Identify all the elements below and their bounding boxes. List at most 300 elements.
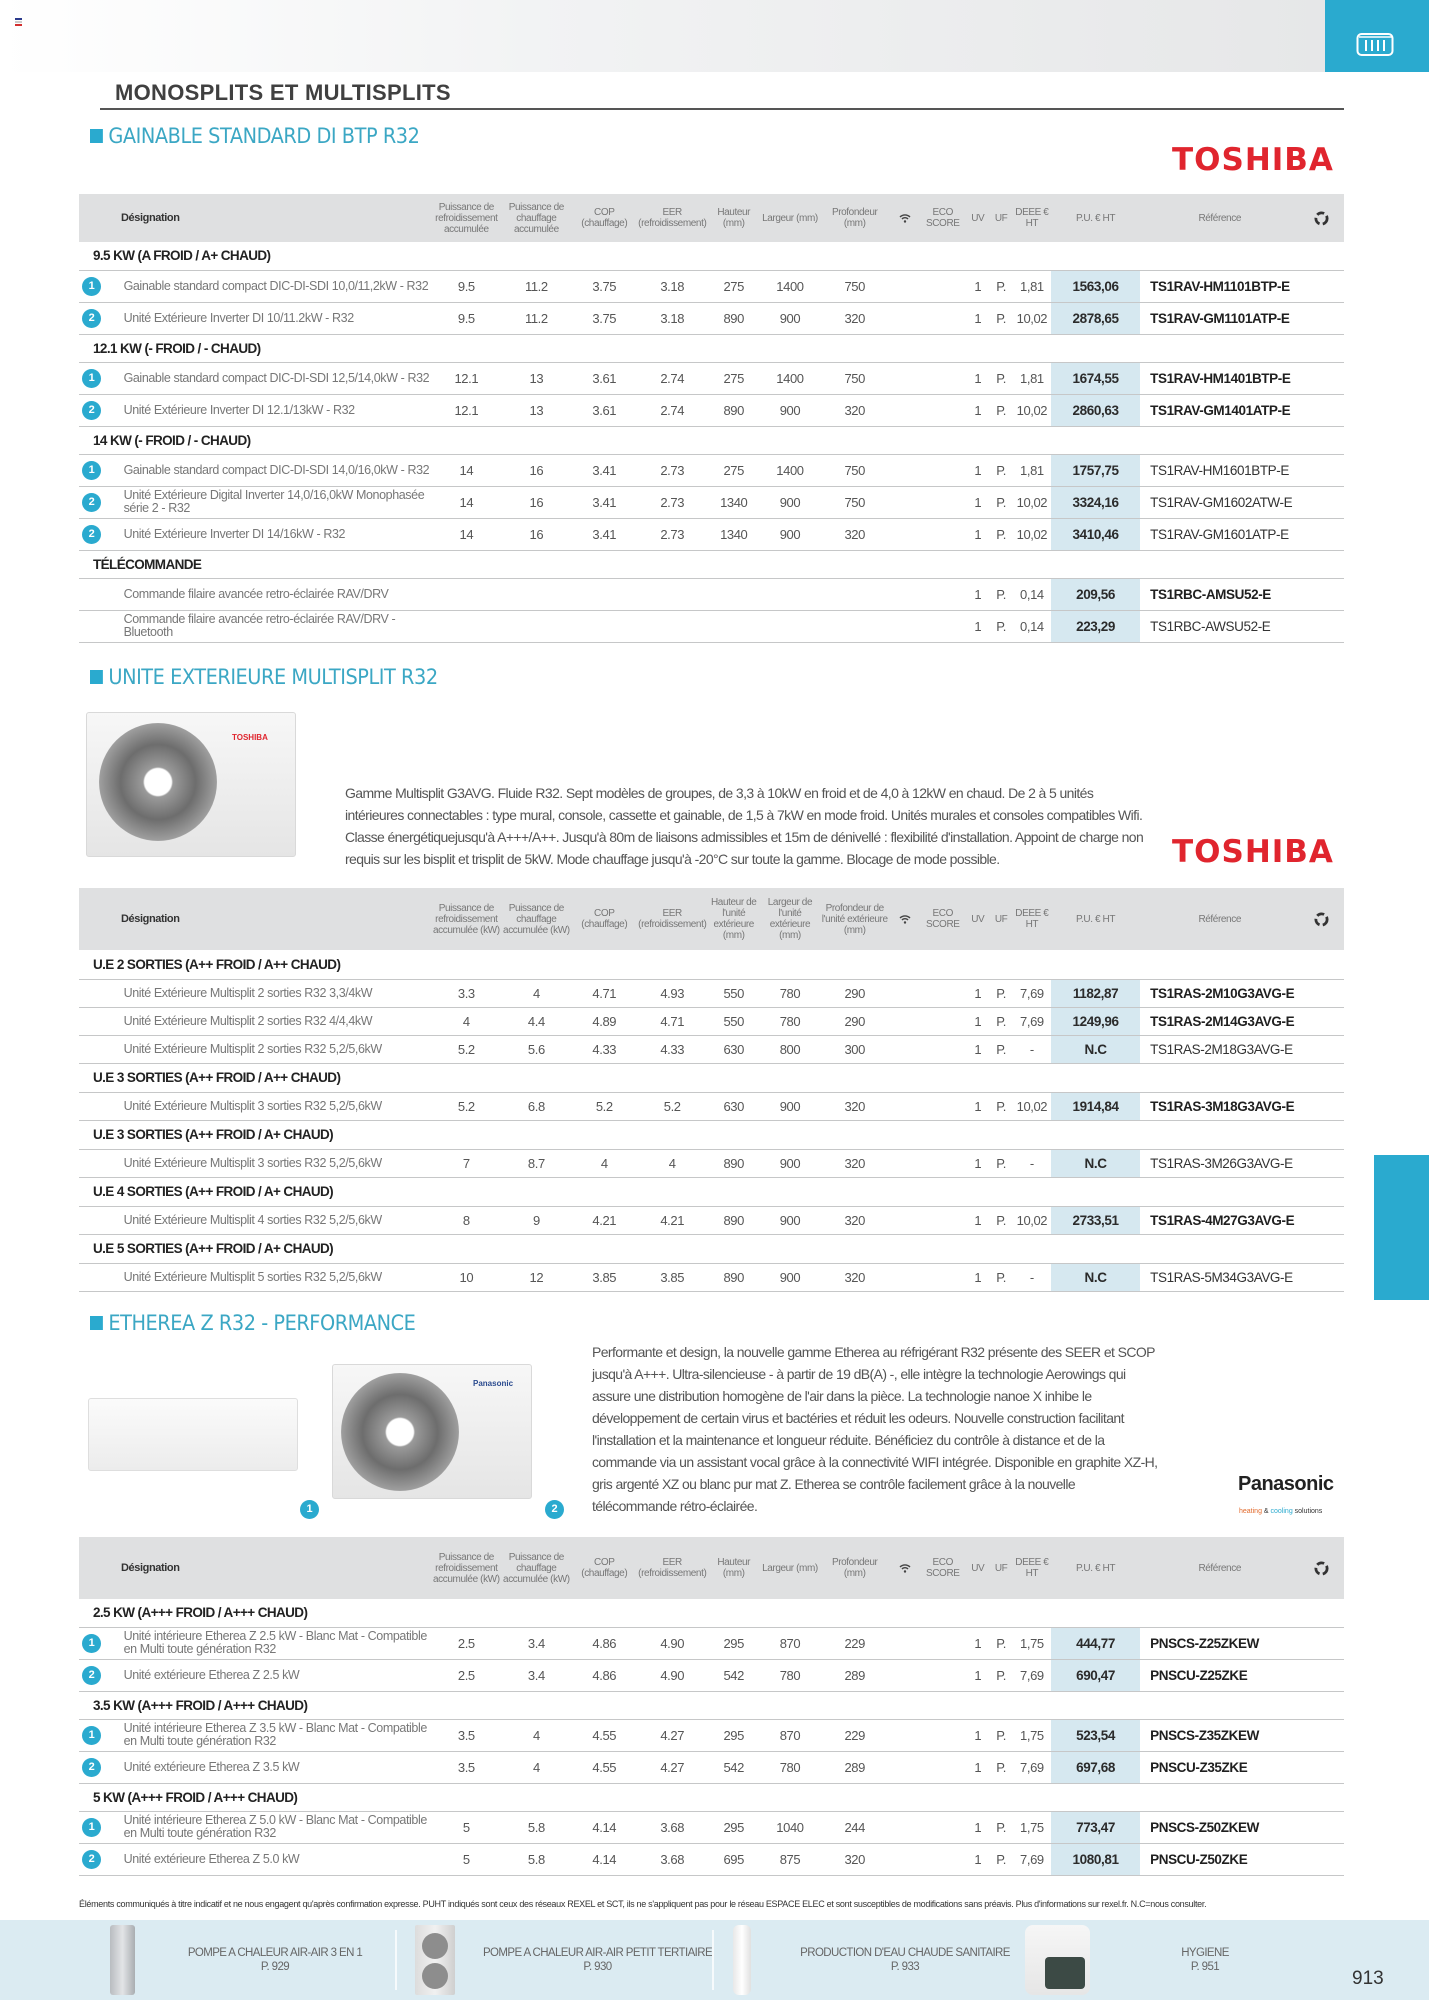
col-recycle bbox=[1299, 888, 1344, 950]
language-flag-icon[interactable] bbox=[15, 18, 22, 26]
col-uv: UV bbox=[966, 1537, 989, 1599]
col-designation: Désignation bbox=[79, 194, 431, 242]
table-row[interactable] bbox=[79, 1206, 1344, 1234]
table-row[interactable] bbox=[79, 1751, 1344, 1783]
col-puissance-froid: Puissance de refroidissement accumulée (kW) bbox=[431, 888, 501, 950]
price-cell: 1563,06 bbox=[1051, 270, 1140, 302]
uv-cell: 1 bbox=[966, 270, 989, 302]
badge-cell bbox=[79, 454, 124, 486]
uv-cell: 1 bbox=[966, 1263, 989, 1291]
uv-cell: 1 bbox=[966, 1092, 989, 1120]
deee-cell: 1,75 bbox=[1013, 1719, 1051, 1751]
unit-brand-label: TOSHIBA bbox=[232, 733, 268, 742]
value-pf: 2.5 bbox=[431, 1627, 501, 1659]
col-reference: Référence bbox=[1140, 194, 1299, 242]
table-row[interactable] bbox=[79, 454, 1344, 486]
value-l: 900 bbox=[760, 1263, 819, 1291]
col-uf: UF bbox=[989, 888, 1012, 950]
value-p: 320 bbox=[820, 518, 890, 550]
value-h: 550 bbox=[707, 1007, 760, 1035]
eco-score-cell bbox=[919, 1007, 966, 1035]
value-cop: 4.14 bbox=[571, 1811, 637, 1843]
value-eer: 4.93 bbox=[637, 979, 707, 1007]
deee-cell: 0,14 bbox=[1013, 578, 1051, 610]
footer-link-2[interactable]: POMPE A CHALEUR AIR-AIR PETIT TERTIAIRE P. 930 bbox=[482, 1947, 713, 1973]
recycle-cell bbox=[1299, 1035, 1344, 1063]
value-p: 229 bbox=[820, 1627, 890, 1659]
price-cell: 690,47 bbox=[1051, 1659, 1140, 1691]
designation-cell: Unité extérieure Etherea Z 5.0 kW bbox=[124, 1843, 432, 1875]
category-tab[interactable] bbox=[1325, 0, 1429, 72]
col-uv: UV bbox=[966, 888, 989, 950]
wifi-cell bbox=[890, 1092, 920, 1120]
section-title-text: ETHEREA Z R32 - PERFORMANCE bbox=[108, 1311, 416, 1335]
wifi-cell bbox=[890, 486, 920, 518]
wifi-cell bbox=[890, 1627, 920, 1659]
badge-cell bbox=[79, 1263, 124, 1291]
wifi-cell bbox=[890, 578, 920, 610]
value-l: 780 bbox=[760, 979, 819, 1007]
value-l: 900 bbox=[760, 518, 819, 550]
designation-cell: Unité extérieure Etherea Z 2.5 kW bbox=[124, 1659, 432, 1691]
value-pf: 5.2 bbox=[431, 1035, 501, 1063]
reference-cell[interactable]: TS1RAS-3M26G3AVG-E bbox=[1140, 1149, 1299, 1177]
value-cop: 3.85 bbox=[571, 1263, 637, 1291]
recycle-cell bbox=[1299, 578, 1344, 610]
reference-cell[interactable]: TS1RAV-GM1401ATP-E bbox=[1140, 394, 1299, 426]
eco-score-cell bbox=[919, 1092, 966, 1120]
col-eco-score: ECO SCORE bbox=[919, 888, 966, 950]
group-label: U.E 3 SORTIES (A++ FROID / A++ CHAUD) bbox=[79, 1063, 1344, 1092]
recycle-icon bbox=[1314, 1561, 1329, 1576]
value-p: 320 bbox=[820, 302, 890, 334]
product-table-etherea bbox=[79, 1537, 1344, 1876]
value-pc: 6.8 bbox=[501, 1092, 571, 1120]
item-number-badge: 2 bbox=[82, 1850, 101, 1869]
reference-cell[interactable]: TS1RAV-HM1401BTP-E bbox=[1140, 362, 1299, 394]
reference-cell[interactable]: TS1RAV-GM1601ATP-E bbox=[1140, 518, 1299, 550]
value-cop: 4.21 bbox=[571, 1206, 637, 1234]
designation-cell: Unité Extérieure Inverter DI 14/16kW - R32 bbox=[124, 518, 432, 550]
section-title-etherea bbox=[90, 1311, 415, 1335]
col-profondeur: Profondeur (mm) bbox=[820, 194, 890, 242]
value-p: 290 bbox=[820, 979, 890, 1007]
uv-cell: 1 bbox=[966, 486, 989, 518]
table-row[interactable] bbox=[79, 518, 1344, 550]
wifi-cell bbox=[890, 610, 920, 642]
value-pf: 2.5 bbox=[431, 1659, 501, 1691]
badge-cell bbox=[79, 1627, 124, 1659]
table-row[interactable] bbox=[79, 979, 1344, 1007]
recycle-cell bbox=[1299, 270, 1344, 302]
reference-cell[interactable]: TS1RAV-HM1101BTP-E bbox=[1140, 270, 1299, 302]
reference-cell[interactable]: PNSCU-Z25ZKE bbox=[1140, 1659, 1299, 1691]
group-label: 3.5 KW (A+++ FROID / A+++ CHAUD) bbox=[79, 1691, 1344, 1719]
value-pc: 5.8 bbox=[501, 1843, 571, 1875]
group-row bbox=[79, 1234, 1344, 1263]
value-p: 300 bbox=[820, 1035, 890, 1063]
col-reference: Référence bbox=[1140, 888, 1299, 950]
col-deee: DEEE € HT bbox=[1013, 1537, 1051, 1599]
col-deee: DEEE € HT bbox=[1013, 194, 1051, 242]
table-row[interactable] bbox=[79, 1811, 1344, 1843]
eco-score-cell bbox=[919, 518, 966, 550]
value-pf: 8 bbox=[431, 1206, 501, 1234]
value-l: 1400 bbox=[760, 270, 819, 302]
wifi-cell bbox=[890, 1751, 920, 1783]
deee-cell: 1,81 bbox=[1013, 362, 1051, 394]
value-cop: 3.41 bbox=[571, 486, 637, 518]
badge-cell bbox=[79, 578, 124, 610]
value-cop: 3.75 bbox=[571, 302, 637, 334]
reference-cell[interactable]: TS1RAS-2M18G3AVG-E bbox=[1140, 1035, 1299, 1063]
table-header bbox=[79, 888, 1344, 950]
value-h: 1340 bbox=[707, 486, 760, 518]
col-profondeur: Profondeur (mm) bbox=[820, 1537, 890, 1599]
value-pf: 5.2 bbox=[431, 1092, 501, 1120]
wifi-cell bbox=[890, 979, 920, 1007]
value-eer: 3.85 bbox=[637, 1263, 707, 1291]
badge-cell bbox=[79, 394, 124, 426]
value-cop: 4.55 bbox=[571, 1751, 637, 1783]
value-p: 289 bbox=[820, 1751, 890, 1783]
deee-cell: 10,02 bbox=[1013, 518, 1051, 550]
reference-cell[interactable]: TS1RAV-HM1601BTP-E bbox=[1140, 454, 1299, 486]
badge-cell bbox=[79, 979, 124, 1007]
price-cell: 523,54 bbox=[1051, 1719, 1140, 1751]
col-largeur: Largeur (mm) bbox=[760, 1537, 819, 1599]
designation-cell: Commande filaire avancée retro-éclairée RAV/DRV bbox=[124, 578, 432, 610]
badge-cell bbox=[79, 270, 124, 302]
value-pf: 14 bbox=[431, 454, 501, 486]
deee-cell: 7,69 bbox=[1013, 1007, 1051, 1035]
table-row[interactable] bbox=[79, 1149, 1344, 1177]
uf-cell: P. bbox=[989, 518, 1012, 550]
page-number: 913 bbox=[1352, 1968, 1384, 1989]
footer-link-1[interactable]: POMPE A CHALEUR AIR-AIR 3 EN 1 P. 929 bbox=[187, 1947, 363, 1973]
eco-score-cell bbox=[919, 1751, 966, 1783]
price-cell: 1080,81 bbox=[1051, 1843, 1140, 1875]
side-category-tab[interactable] bbox=[1374, 1155, 1429, 1300]
reference-cell[interactable]: PNSCU-Z35ZKE bbox=[1140, 1751, 1299, 1783]
eco-score-cell bbox=[919, 1811, 966, 1843]
value-pc: 4.4 bbox=[501, 1007, 571, 1035]
badge-cell bbox=[79, 1719, 124, 1751]
badge-cell bbox=[79, 1843, 124, 1875]
value-h: 890 bbox=[707, 394, 760, 426]
uv-cell: 1 bbox=[966, 1751, 989, 1783]
value-eer: 4 bbox=[637, 1149, 707, 1177]
value-l bbox=[760, 578, 819, 610]
deee-cell: 1,81 bbox=[1013, 454, 1051, 486]
recycle-cell bbox=[1299, 1149, 1344, 1177]
recycle-cell bbox=[1299, 1811, 1344, 1843]
recycle-cell bbox=[1299, 302, 1344, 334]
group-label: U.E 5 SORTIES (A++ FROID / A+ CHAUD) bbox=[79, 1234, 1344, 1263]
recycle-cell bbox=[1299, 1659, 1344, 1691]
unit-brand-label: Panasonic bbox=[473, 1379, 514, 1388]
uf-cell: P. bbox=[989, 1263, 1012, 1291]
col-largeur: Largeur de l'unité extérieure (mm) bbox=[760, 888, 819, 950]
value-pc: 16 bbox=[501, 518, 571, 550]
uv-cell: 1 bbox=[966, 1627, 989, 1659]
value-pf: 12.1 bbox=[431, 362, 501, 394]
deee-cell: 7,69 bbox=[1013, 1751, 1051, 1783]
reference-cell[interactable]: TS1RAS-4M27G3AVG-E bbox=[1140, 1206, 1299, 1234]
table-row[interactable] bbox=[79, 1627, 1344, 1659]
recycle-cell bbox=[1299, 1719, 1344, 1751]
value-pc: 12 bbox=[501, 1263, 571, 1291]
designation-cell: Unité Extérieure Multisplit 3 sorties R32 5,2/5,6kW bbox=[124, 1092, 432, 1120]
col-uv: UV bbox=[966, 194, 989, 242]
value-eer bbox=[637, 578, 707, 610]
reference-cell[interactable]: TS1RAS-2M10G3AVG-E bbox=[1140, 979, 1299, 1007]
value-cop: 3.61 bbox=[571, 362, 637, 394]
reference-cell[interactable]: TS1RAS-2M14G3AVG-E bbox=[1140, 1007, 1299, 1035]
panasonic-logo: Panasonic bbox=[1238, 1473, 1334, 1495]
image-badge-1: 1 bbox=[300, 1500, 319, 1519]
value-eer: 3.68 bbox=[637, 1843, 707, 1875]
product-table-gainable bbox=[79, 194, 1344, 643]
eco-score-cell bbox=[919, 270, 966, 302]
table-row[interactable] bbox=[79, 578, 1344, 610]
value-l: 800 bbox=[760, 1035, 819, 1063]
col-hauteur: Hauteur (mm) bbox=[707, 1537, 760, 1599]
price-cell: 1757,75 bbox=[1051, 454, 1140, 486]
badge-cell bbox=[79, 518, 124, 550]
fan-grille bbox=[341, 1373, 459, 1491]
wifi-cell bbox=[890, 454, 920, 486]
table-row[interactable] bbox=[79, 362, 1344, 394]
eco-score-cell bbox=[919, 302, 966, 334]
uf-cell: P. bbox=[989, 979, 1012, 1007]
designation-cell: Unité extérieure Etherea Z 3.5 kW bbox=[124, 1751, 432, 1783]
badge-cell bbox=[79, 1811, 124, 1843]
recycle-cell bbox=[1299, 518, 1344, 550]
table-row[interactable] bbox=[79, 1263, 1344, 1291]
value-l: 870 bbox=[760, 1627, 819, 1659]
uf-cell: P. bbox=[989, 1719, 1012, 1751]
col-eer: EER (refroidissement) bbox=[637, 194, 707, 242]
value-l: 780 bbox=[760, 1659, 819, 1691]
value-p: 244 bbox=[820, 1811, 890, 1843]
group-label: 9.5 KW (A FROID / A+ CHAUD) bbox=[79, 242, 1344, 270]
col-wifi bbox=[890, 194, 920, 242]
eco-score-cell bbox=[919, 1719, 966, 1751]
reference-cell[interactable]: PNSCS-Z50ZKEW bbox=[1140, 1811, 1299, 1843]
table-row[interactable] bbox=[79, 1843, 1344, 1875]
table-row[interactable] bbox=[79, 394, 1344, 426]
value-pf bbox=[431, 610, 501, 642]
reference-cell[interactable]: TS1RAS-3M18G3AVG-E bbox=[1140, 1092, 1299, 1120]
value-eer: 2.74 bbox=[637, 394, 707, 426]
reference-cell[interactable]: PNSCS-Z35ZKEW bbox=[1140, 1719, 1299, 1751]
wifi-cell bbox=[890, 1206, 920, 1234]
col-puissance-chaud: Puissance de chauffage accumulée (kW) bbox=[501, 888, 571, 950]
value-l: 1400 bbox=[760, 454, 819, 486]
value-h: 275 bbox=[707, 454, 760, 486]
deee-cell: - bbox=[1013, 1149, 1051, 1177]
uv-cell: 1 bbox=[966, 1149, 989, 1177]
value-eer: 4.27 bbox=[637, 1751, 707, 1783]
value-p: 750 bbox=[820, 362, 890, 394]
heat-pump-tertiary-image bbox=[415, 1925, 455, 1995]
designation-cell: Unité Extérieure Multisplit 2 sorties R32 5,2/5,6kW bbox=[124, 1035, 432, 1063]
uv-cell: 1 bbox=[966, 454, 989, 486]
group-row bbox=[79, 1120, 1344, 1149]
value-pc: 11.2 bbox=[501, 270, 571, 302]
price-cell: 773,47 bbox=[1051, 1811, 1140, 1843]
value-h: 890 bbox=[707, 302, 760, 334]
reference-cell[interactable]: TS1RBC-AMSU52-E bbox=[1140, 578, 1299, 610]
group-label: 2.5 KW (A+++ FROID / A+++ CHAUD) bbox=[79, 1599, 1344, 1627]
eco-score-cell bbox=[919, 1843, 966, 1875]
value-l: 900 bbox=[760, 394, 819, 426]
value-eer: 4.90 bbox=[637, 1627, 707, 1659]
col-deee: DEEE € HT bbox=[1013, 888, 1051, 950]
value-p: 750 bbox=[820, 486, 890, 518]
footer-link-4[interactable]: HYGIENE P. 951 bbox=[1181, 1947, 1229, 1973]
designation-cell: Gainable standard compact DIC-DI-SDI 12,5/14,0kW - R32 bbox=[124, 362, 432, 394]
eco-score-cell bbox=[919, 979, 966, 1007]
reference-cell[interactable]: PNSCU-Z50ZKE bbox=[1140, 1843, 1299, 1875]
group-label: 12.1 KW (- FROID / - CHAUD) bbox=[79, 334, 1344, 362]
recycle-cell bbox=[1299, 979, 1344, 1007]
etherea-outdoor-unit-image bbox=[332, 1364, 532, 1499]
item-number-badge: 1 bbox=[82, 1726, 101, 1745]
value-p: 320 bbox=[820, 1149, 890, 1177]
eco-score-cell bbox=[919, 610, 966, 642]
toshiba-logo: TOSHIBA bbox=[1172, 834, 1334, 870]
value-pf: 3.3 bbox=[431, 979, 501, 1007]
group-label: TÉLÉCOMMANDE bbox=[79, 550, 1344, 578]
badge-cell bbox=[79, 1092, 124, 1120]
reference-cell[interactable]: TS1RBC-AWSU52-E bbox=[1140, 610, 1299, 642]
value-p: 289 bbox=[820, 1659, 890, 1691]
item-number-badge: 1 bbox=[82, 369, 101, 388]
value-l: 900 bbox=[760, 1206, 819, 1234]
price-cell: N.C bbox=[1051, 1035, 1140, 1063]
value-h: 890 bbox=[707, 1206, 760, 1234]
reference-cell[interactable]: TS1RAV-GM1101ATP-E bbox=[1140, 302, 1299, 334]
value-eer: 3.18 bbox=[637, 270, 707, 302]
table-row[interactable] bbox=[79, 610, 1344, 642]
col-puissance-chaud: Puissance de chauffage accumulée bbox=[501, 194, 571, 242]
footer-link-3[interactable]: PRODUCTION D'EAU CHAUDE SANITAIRE P. 933 bbox=[800, 1947, 1010, 1973]
uf-cell: P. bbox=[989, 270, 1012, 302]
designation-cell: Gainable standard compact DIC-DI-SDI 14,0/16,0kW - R32 bbox=[124, 454, 432, 486]
table-row[interactable] bbox=[79, 270, 1344, 302]
value-p: 320 bbox=[820, 1206, 890, 1234]
uf-cell: P. bbox=[989, 1035, 1012, 1063]
wifi-cell bbox=[890, 270, 920, 302]
section-title-text: GAINABLE STANDARD DI BTP R32 bbox=[108, 124, 420, 148]
eco-score-cell bbox=[919, 1659, 966, 1691]
value-cop bbox=[571, 610, 637, 642]
col-recycle bbox=[1299, 1537, 1344, 1599]
col-reference: Référence bbox=[1140, 1537, 1299, 1599]
reference-cell[interactable]: PNSCS-Z25ZKEW bbox=[1140, 1627, 1299, 1659]
price-cell: N.C bbox=[1051, 1149, 1140, 1177]
section-title-multisplit bbox=[90, 665, 438, 689]
value-pf: 3.5 bbox=[431, 1719, 501, 1751]
price-cell: 209,56 bbox=[1051, 578, 1140, 610]
uv-cell: 1 bbox=[966, 1035, 989, 1063]
value-eer: 5.2 bbox=[637, 1092, 707, 1120]
group-label: 14 KW (- FROID / - CHAUD) bbox=[79, 426, 1344, 454]
deee-cell: 10,02 bbox=[1013, 302, 1051, 334]
value-l: 875 bbox=[760, 1843, 819, 1875]
col-wifi bbox=[890, 888, 920, 950]
value-l: 1400 bbox=[760, 362, 819, 394]
value-pc: 4 bbox=[501, 1751, 571, 1783]
reference-cell[interactable]: TS1RAS-5M34G3AVG-E bbox=[1140, 1263, 1299, 1291]
value-pf: 7 bbox=[431, 1149, 501, 1177]
table-row[interactable] bbox=[79, 302, 1344, 334]
designation-cell: Unité Extérieure Multisplit 2 sorties R32 3,3/4kW bbox=[124, 979, 432, 1007]
table-row[interactable] bbox=[79, 1719, 1344, 1751]
deee-cell: - bbox=[1013, 1263, 1051, 1291]
uf-cell: P. bbox=[989, 394, 1012, 426]
col-hauteur: Hauteur (mm) bbox=[707, 194, 760, 242]
table-row[interactable] bbox=[79, 1007, 1344, 1035]
footer-separator bbox=[395, 1930, 397, 1990]
col-recycle bbox=[1299, 194, 1344, 242]
price-cell: 1914,84 bbox=[1051, 1092, 1140, 1120]
reference-cell[interactable]: TS1RAV-GM1602ATW-E bbox=[1140, 486, 1299, 518]
recycle-icon bbox=[1314, 211, 1329, 226]
table-row[interactable] bbox=[79, 1659, 1344, 1691]
value-h: 542 bbox=[707, 1659, 760, 1691]
badge-cell bbox=[79, 1659, 124, 1691]
value-p: 750 bbox=[820, 454, 890, 486]
badge-cell bbox=[79, 1149, 124, 1177]
group-row bbox=[79, 426, 1344, 454]
value-pc: 3.4 bbox=[501, 1659, 571, 1691]
col-pu: P.U. € HT bbox=[1051, 194, 1140, 242]
multisplit-description: Gamme Multisplit G3AVG. Fluide R32. Sept modèles de groupes, de 3,3 à 10kW en froid et de 4,0 à 12kW en chaud. De 2 à 5 unités intérieures connectables : type mural, console, cassette et gainable, de 1,5 à 7kW en mode froid. Unités murales et consoles compatibles Wifi. Classe énergétiquejusqu'à A+++/A++. Jusqu'à 80m de liaisons admissibles et 15m de dénivellé : flexibilité d'installation. Appoint de charge non requis sur les bisplit et trisplit de 5kW. Mode chauffage jusqu'à -20°C sur toute la gamme. Blocage de mode possible. bbox=[345, 785, 1144, 867]
item-number-badge: 2 bbox=[82, 401, 101, 420]
value-p: 290 bbox=[820, 1007, 890, 1035]
table-row[interactable] bbox=[79, 1092, 1344, 1120]
deee-cell: 0,14 bbox=[1013, 610, 1051, 642]
value-l: 780 bbox=[760, 1751, 819, 1783]
uf-cell: P. bbox=[989, 1627, 1012, 1659]
recycle-cell bbox=[1299, 394, 1344, 426]
value-l: 900 bbox=[760, 486, 819, 518]
value-eer: 4.21 bbox=[637, 1206, 707, 1234]
value-h bbox=[707, 610, 760, 642]
table-row[interactable] bbox=[79, 486, 1344, 518]
badge-cell bbox=[79, 486, 124, 518]
value-p: 320 bbox=[820, 1843, 890, 1875]
value-h: 890 bbox=[707, 1149, 760, 1177]
recycle-cell bbox=[1299, 610, 1344, 642]
table-row[interactable] bbox=[79, 1035, 1344, 1063]
etherea-indoor-unit-image bbox=[88, 1398, 298, 1471]
value-l: 900 bbox=[760, 1149, 819, 1177]
uf-cell: P. bbox=[989, 1751, 1012, 1783]
wifi-cell bbox=[890, 394, 920, 426]
col-hauteur: Hauteur de l'unité extérieure (mm) bbox=[707, 888, 760, 950]
recycle-cell bbox=[1299, 1206, 1344, 1234]
eco-score-cell bbox=[919, 1627, 966, 1659]
group-row bbox=[79, 1063, 1344, 1092]
deee-cell: 10,02 bbox=[1013, 1206, 1051, 1234]
value-pc: 11.2 bbox=[501, 302, 571, 334]
recycle-cell bbox=[1299, 362, 1344, 394]
item-number-badge: 2 bbox=[82, 309, 101, 328]
